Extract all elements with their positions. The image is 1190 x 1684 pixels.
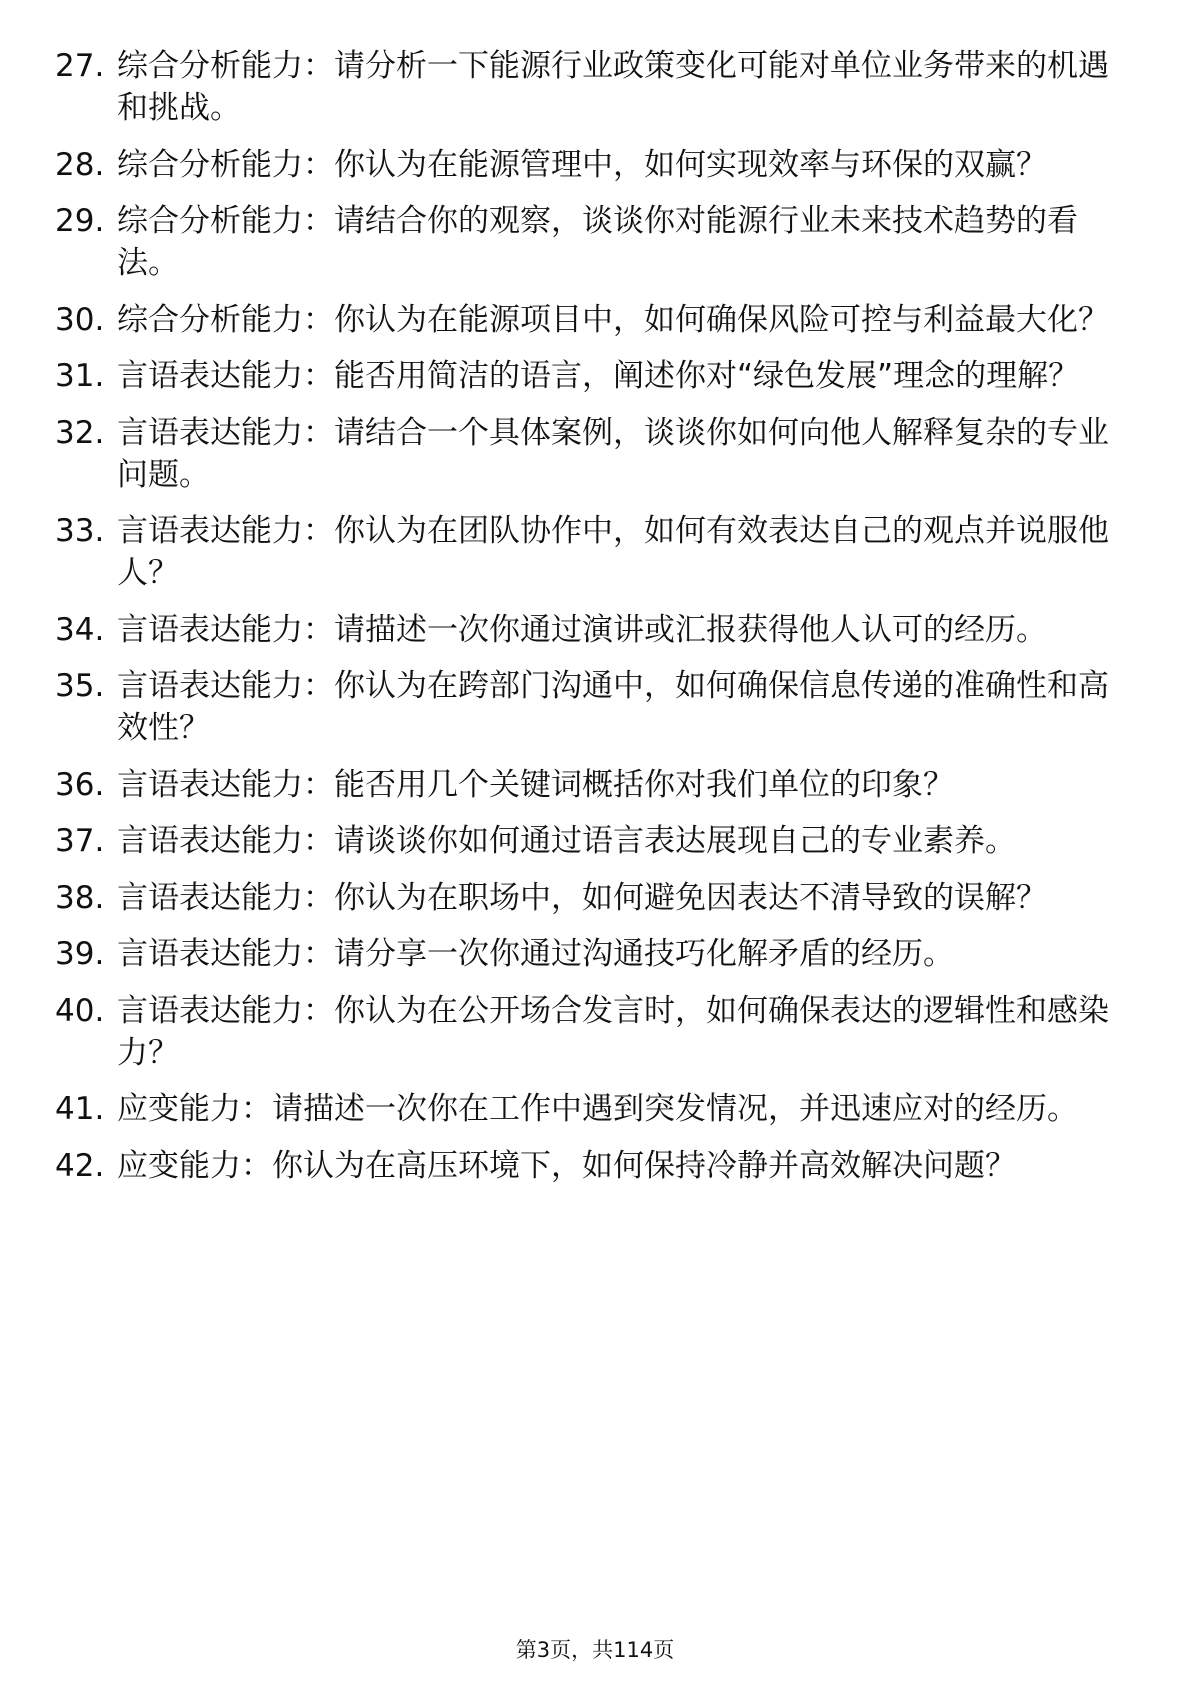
question-number: 38. xyxy=(55,879,105,916)
question-text: 言语表达能力：你认为在职场中，如何避免因表达不清导致的误解？ xyxy=(117,879,1047,916)
question-number: 27. xyxy=(55,48,105,84)
question-item-30 xyxy=(55,299,1125,341)
question-item-38 xyxy=(55,877,1125,919)
question-item-28 xyxy=(55,144,1125,186)
question-number: 37. xyxy=(55,823,105,859)
question-number: 41. xyxy=(55,1091,105,1127)
question-text: 综合分析能力：请分析一下能源行业政策变化可能对单位业务带来的机遇和挑战。 xyxy=(117,48,1109,126)
question-text: 综合分析能力：你认为在能源项目中，如何确保风险可控与利益最大化？ xyxy=(117,301,1109,338)
question-number: 29. xyxy=(55,203,105,239)
question-text: 言语表达能力：请分享一次你通过沟通技巧化解矛盾的经历。 xyxy=(117,936,954,972)
question-item-42 xyxy=(55,1145,1125,1187)
question-text: 言语表达能力：请谈谈你如何通过语言表达展现自己的专业素养。 xyxy=(117,823,1016,859)
question-text: 言语表达能力：你认为在团队协作中，如何有效表达自己的观点并说服他人？ xyxy=(117,513,1109,591)
question-item-29 xyxy=(55,200,1125,284)
question-number: 35. xyxy=(55,668,105,704)
question-item-41 xyxy=(55,1088,1125,1130)
question-item-35 xyxy=(55,665,1125,749)
question-list xyxy=(55,45,1125,1201)
question-item-40 xyxy=(55,990,1125,1074)
question-number: 40. xyxy=(55,992,105,1029)
question-number: 36. xyxy=(55,766,105,803)
question-number: 34. xyxy=(55,611,105,648)
page-footer: 第3页，共114页 xyxy=(515,1638,675,1662)
question-text: 言语表达能力：请描述一次你通过演讲或汇报获得他人认可的经历。 xyxy=(117,611,1047,648)
question-item-39 xyxy=(55,933,1125,975)
question-text: 言语表达能力：能否用简洁的语言，阐述你对“绿色发展”理念的理解？ xyxy=(117,358,1080,394)
question-item-32 xyxy=(55,412,1125,496)
question-item-31 xyxy=(55,355,1125,397)
question-text: 应变能力：你认为在高压环境下，如何保持冷静并高效解决问题？ xyxy=(117,1147,1016,1184)
question-number: 32. xyxy=(55,414,105,451)
question-text: 综合分析能力：请结合你的观察，谈谈你对能源行业未来技术趋势的看法。 xyxy=(117,203,1078,281)
question-number: 39. xyxy=(55,936,105,972)
question-text: 言语表达能力：你认为在公开场合发言时，如何确保表达的逻辑性和感染力？ xyxy=(117,992,1109,1071)
question-number: 30. xyxy=(55,301,105,338)
question-item-37 xyxy=(55,820,1125,862)
question-item-27 xyxy=(55,45,1125,129)
question-number: 42. xyxy=(55,1147,105,1184)
question-text: 言语表达能力：能否用几个关键词概括你对我们单位的印象？ xyxy=(117,766,954,803)
question-number: 33. xyxy=(55,513,105,549)
question-item-33 xyxy=(55,510,1125,594)
question-text: 言语表达能力：你认为在跨部门沟通中，如何确保信息传递的准确性和高效性？ xyxy=(117,668,1109,746)
question-item-36 xyxy=(55,764,1125,806)
question-text: 综合分析能力：你认为在能源管理中，如何实现效率与环保的双赢？ xyxy=(117,146,1047,183)
question-item-34 xyxy=(55,609,1125,651)
question-number: 28. xyxy=(55,146,105,183)
question-text: 言语表达能力：请结合一个具体案例，谈谈你如何向他人解释复杂的专业问题。 xyxy=(117,414,1109,493)
question-number: 31. xyxy=(55,358,105,394)
question-text: 应变能力：请描述一次你在工作中遇到突发情况，并迅速应对的经历。 xyxy=(117,1091,1078,1127)
